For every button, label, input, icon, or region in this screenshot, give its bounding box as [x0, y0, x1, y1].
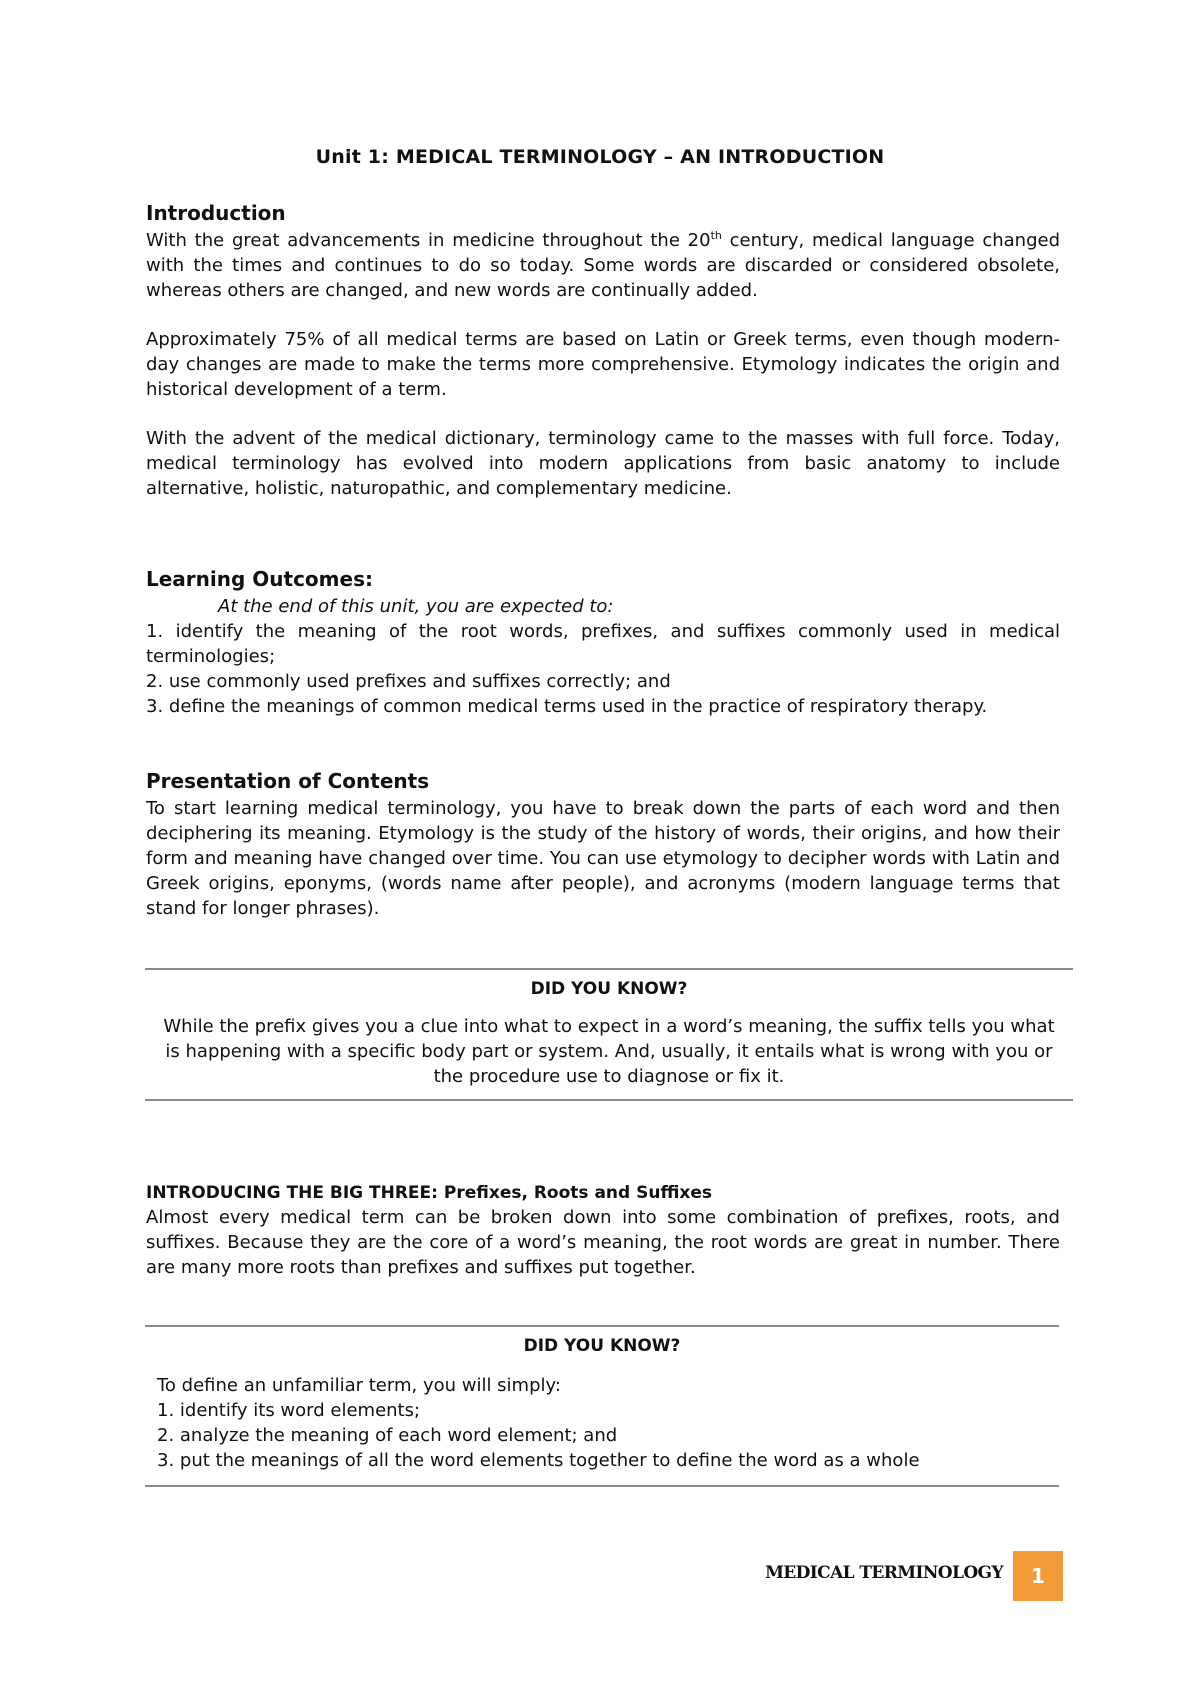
- did-you-know-box-1: [145, 968, 1073, 1101]
- page-number-badge: 1: [1013, 1551, 1063, 1601]
- presentation-section: [146, 768, 1060, 921]
- presentation-heading: Presentation of Contents: [146, 769, 430, 793]
- did-you-know-heading: DID YOU KNOW?: [523, 1336, 681, 1356]
- introduction-heading: Introduction: [146, 201, 286, 225]
- did-you-know-body: While the prefix gives you a clue into what to expect in a word’s meaning, the suffix tells you what is happening with a specific body part or system. And, usually, it entails what is wrong with you or the procedure use to diagnose or fix it.: [163, 1016, 1055, 1087]
- big-three-section: [146, 1181, 1060, 1280]
- introduction-paragraph-2: Approximately 75% of all medical terms are based on Latin or Greek terms, even though modern-day changes are made to make the terms more comprehensive. Etymology indicates the origin and historical development of a term.: [146, 329, 1060, 400]
- did-you-know-lead: To define an unfamiliar term, you will simply:: [157, 1375, 561, 1396]
- learning-outcome-item: 3. define the meanings of common medical terms used in the practice of respiratory therapy.: [146, 696, 988, 717]
- learning-outcomes-section: [146, 566, 1060, 719]
- introduction-section: [146, 200, 1060, 501]
- did-you-know-step: 1. identify its word elements;: [157, 1400, 421, 1421]
- learning-outcomes-heading: Learning Outcomes:: [146, 567, 373, 591]
- did-you-know-steps: [145, 1373, 1059, 1473]
- introduction-paragraph-1: With the great advancements in medicine throughout the 20th century, medical language changed with the times and continues to do so today. Some words are discarded or considered obsolete, whereas others are changed, and new words are continually added.: [146, 229, 1060, 301]
- big-three-body: Almost every medical term can be broken down into some combination of prefixes, roots, and suffixes. Because they are the core of a word’s meaning, the root words are great in number. There are many more roots than prefixes and suffixes put together.: [146, 1207, 1060, 1278]
- did-you-know-step: 2. analyze the meaning of each word element; and: [157, 1425, 618, 1446]
- did-you-know-box-2: [145, 1325, 1059, 1487]
- did-you-know-step: 3. put the meanings of all the word elements together to define the word as a whole: [157, 1450, 920, 1471]
- footer-label: MEDICAL TERMINOLOGY: [765, 1563, 1003, 1583]
- learning-outcome-item: 2. use commonly used prefixes and suffixes correctly; and: [146, 671, 671, 692]
- learning-outcomes-lead: At the end of this unit, you are expected to:: [218, 596, 614, 617]
- did-you-know-heading: DID YOU KNOW?: [530, 979, 688, 999]
- introduction-paragraph-3: With the advent of the medical dictionary, terminology came to the masses with full force. Today, medical terminology has evolved into modern applications from basic anatomy to include alternative, holistic, naturopathic, and complementary medicine.: [146, 428, 1060, 499]
- big-three-heading: INTRODUCING THE BIG THREE: Prefixes, Roots and Suffixes: [146, 1183, 713, 1203]
- presentation-body: To start learning medical terminology, you have to break down the parts of each word and then deciphering its meaning. Etymology is the study of the history of words, their origins, and how their form and meaning have changed over time. You can use etymology to decipher words with Latin and Greek origins, eponyms, (words name after people), and acronyms (modern language terms that stand for longer phrases).: [146, 798, 1060, 919]
- learning-outcome-item: 1. identify the meaning of the root words, prefixes, and suffixes commonly used in medical terminologies;: [146, 621, 1060, 667]
- page-title: Unit 1: MEDICAL TERMINOLOGY – AN INTRODUCTION: [315, 146, 885, 168]
